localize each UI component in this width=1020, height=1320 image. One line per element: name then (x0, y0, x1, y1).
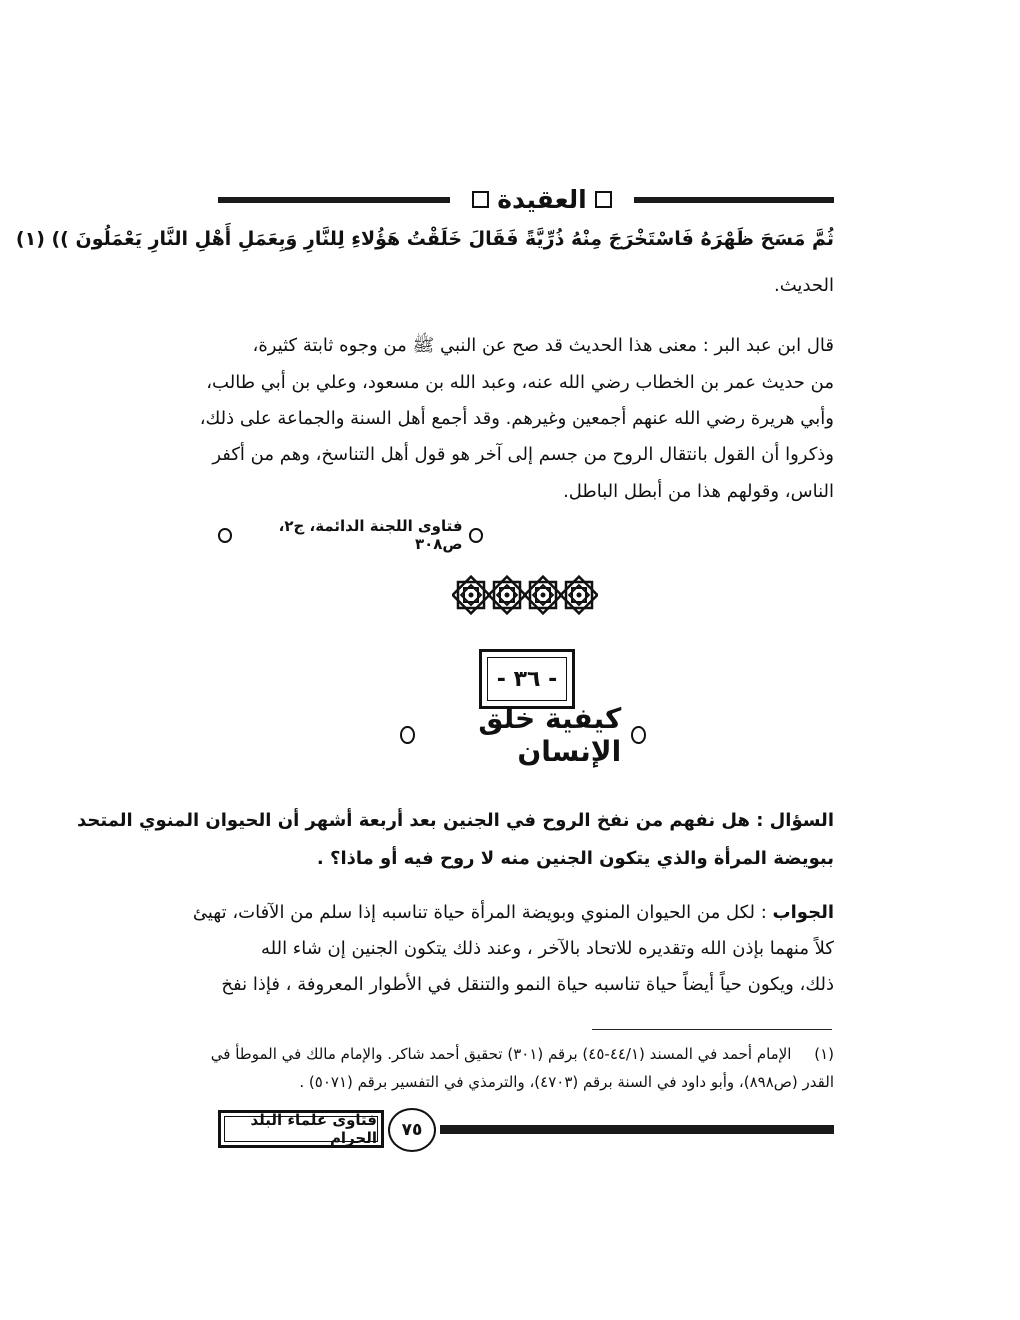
star-ornament-icon (561, 577, 598, 614)
fatwa-source (218, 517, 483, 553)
circle-ornament-icon (631, 726, 646, 744)
circle-ornament-icon (218, 528, 232, 543)
paragraph1-line: قال ابن عبد البر : معنى هذا الحديث قد صح عن النبي ﷺ من وجوه ثابتة كثيرة، (252, 335, 834, 356)
star-ornament-icon (525, 577, 562, 614)
hadith-end: الحديث. (774, 275, 834, 296)
answer-text: : لكل من الحيوان المنوي وبويضة المرأة حياة تناسبه إذا سلم من الآفات، تهيئ (192, 902, 767, 923)
question-line (77, 810, 834, 831)
section-title-group (400, 702, 646, 768)
question-text: : هل نفهم من نفخ الروح في الجنين بعد أربعة أشهر أن الحيوان المنوي المتحد (77, 810, 764, 831)
footnote-text: الإمام أحمد في المسند (٤٤/١-٤٥) برقم (٣٠١) تحقيق أحمد شاكر. والإمام مالك في الموطأ في (210, 1045, 792, 1063)
paragraph1-line: الناس، وقولهم هذا من أبطل الباطل. (563, 481, 834, 502)
star-ornament-icon (453, 577, 490, 614)
answer-line: ذلك، ويكون حياً أيضاً حياة تناسبه حياة النمو والتنقل في الأطوار المعروفة ، فإذا نفخ (221, 974, 834, 995)
paragraph1-line: وذكروا أن القول بانتقال الروح من جسم إلى آخر هو قول أهل التناسخ، وهم من أكفر (212, 444, 834, 465)
header-title: العقيدة (497, 184, 587, 214)
footnote-rule (592, 1029, 832, 1030)
question-label: السؤال (769, 810, 834, 831)
answer-line (192, 902, 834, 923)
circle-ornament-icon (400, 726, 415, 744)
square-ornament-icon (595, 191, 612, 208)
square-ornament-icon (472, 191, 489, 208)
book-title-box (218, 1110, 384, 1148)
footnote-line (218, 1073, 834, 1091)
page-header (218, 182, 834, 216)
section-number-box (479, 649, 575, 709)
star-ornaments (452, 573, 598, 617)
star-ornament-icon (489, 577, 526, 614)
section-number: - ٣٦ - (487, 657, 567, 701)
answer-label: الجواب (772, 902, 834, 923)
question-line: ببويضة المرأة والذي يتكون الجنين منه لا روح فيه أو ماذا؟ . (316, 848, 834, 869)
footnote-marker: (١) (814, 1045, 834, 1063)
header-rule-left (218, 197, 450, 203)
page-footer (218, 1108, 834, 1152)
paragraph1-line: من حديث عمر بن الخطاب رضي الله عنه، وعبد الله بن مسعود، وعلي بن أبي طالب، (206, 372, 834, 393)
source-text: فتاوى اللجنة الدائمة، ج٢، ص٣٠٨ (278, 517, 463, 553)
answer-line: كلاً منهما بإذن الله وتقديره للاتحاد بالآخر ، وعند ذلك يتكون الجنين إن شاء الله (260, 938, 834, 959)
hadith-line: ثُمَّ مَسَحَ ظَهْرَهُ فَاسْتَخْرَجَ مِنْهُ ذُرِّيَّةً فَقَالَ خَلَقْتُ هَؤُلاءِ لِلنَّارِ وَبِعَمَلِ أَهْلِ النَّارِ يَعْمَلُونَ )) (١) (15, 228, 834, 250)
header-rule-right (634, 197, 834, 203)
circle-ornament-icon (469, 528, 483, 543)
footer-rule (440, 1125, 834, 1134)
paragraph1-line: وأبي هريرة رضي الله عنهم أجمعين وغيرهم. وقد أجمع أهل السنة والجماعة على ذلك، (199, 408, 834, 429)
footnote-line (210, 1045, 834, 1063)
page-number: ٧٥ (388, 1108, 436, 1152)
footnote-text: القدر (ص٨٩٨)، وأبو داود في السنة برقم (٤٧٠٣)، والترمذي في التفسير برقم (٥٠٧١) . (299, 1073, 834, 1091)
section-title: كيفية خلق الإنسان (478, 702, 622, 768)
book-title: فتاوى علماء البلد الحرام (224, 1116, 378, 1142)
header-title-group (462, 182, 622, 216)
